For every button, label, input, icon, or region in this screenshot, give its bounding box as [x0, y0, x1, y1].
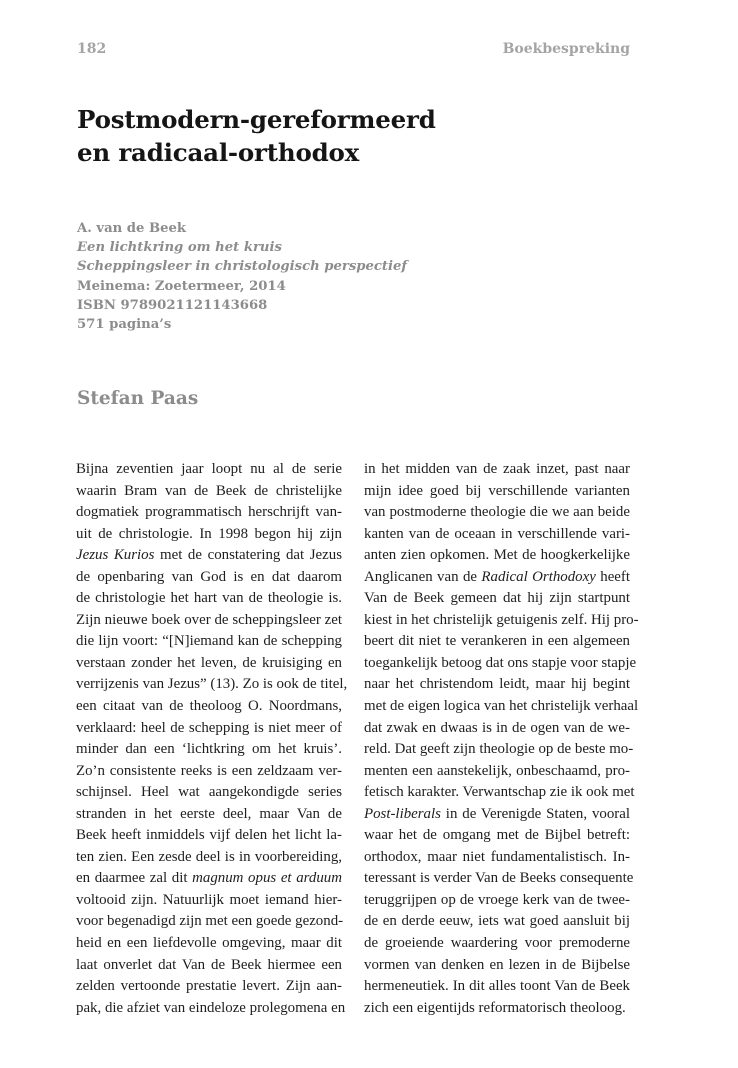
text-run: waar het de omgang met de Bijbel betreft:: [364, 827, 630, 844]
text-run: vormen van denken en lezen in de Bijbelse: [364, 956, 630, 973]
book-isbn: ISBN 9789021121143668: [77, 297, 268, 313]
text-run: zich een eigentijds reformatorisch theoloog.: [364, 999, 626, 1016]
text-run: voor begenadigd zijn met een goede gezond-: [76, 913, 344, 930]
text-line: [76, 631, 342, 653]
text-run: stranden in het eerste deel, maar Van de: [76, 805, 342, 822]
text-line: [364, 761, 630, 783]
text-run: verstaan zonder het leven, de kruisiging en: [76, 654, 342, 671]
text-run: dogmatiek programmatisch herschrijft van-: [76, 504, 342, 521]
text-run: hermeneutiek. In dit alles toont Van de Beek: [364, 978, 630, 995]
text-line: [364, 933, 630, 955]
text-run: van postmoderne theologie die we aan beide: [364, 504, 630, 521]
text-run: reld. Dat geeft zijn theologie op de beste mo-: [364, 741, 634, 758]
text-run: Zo’n consistente reeks is een zeldzaam ver-: [76, 762, 342, 779]
text-run: Anglicanen van de: [364, 568, 482, 585]
text-line: [364, 545, 630, 567]
text-line: [364, 674, 630, 696]
text-run: een citaat van de theoloog O. Noordmans,: [76, 698, 342, 715]
text-line: [364, 739, 634, 761]
text-run: en daarmee zal dit: [76, 870, 193, 887]
text-line: [76, 588, 342, 610]
text-run: toegankelijk betoog dat ons stapje voor stapje: [364, 654, 637, 671]
text-line: [76, 567, 342, 589]
text-run: met de eigen logica van het christelijk verhaal: [364, 698, 639, 715]
article-title: [77, 103, 637, 169]
text-run: naar het christendom leidt, maar hij begint: [364, 676, 630, 693]
text-run: waarin Bram van de Beek de christelijke: [76, 482, 342, 499]
text-run: Zijn nieuwe boek over de scheppingsleer zet: [76, 611, 342, 628]
text-line: [76, 911, 342, 933]
text-line: [76, 481, 342, 503]
text-line: [364, 631, 630, 653]
text-run: pak, die afziet van eindeloze prolegomena en: [76, 999, 346, 1016]
text-run: voltooid zijn. Natuurlijk moet iemand hier-: [76, 891, 342, 908]
body-column-left: [76, 459, 348, 1019]
text-line: [76, 718, 342, 740]
text-line: [76, 761, 342, 783]
text-line: [76, 976, 342, 998]
text-line: [76, 502, 342, 524]
text-run: teressant is verder Van de Beeks consequente: [364, 870, 634, 887]
text-line: [76, 890, 342, 912]
text-line: [76, 610, 342, 632]
italic-text: Post-liberals: [364, 805, 441, 822]
text-line: [364, 804, 630, 826]
text-run: schijnsel. Heel wat aangekondigde series: [76, 784, 342, 801]
text-line: [76, 459, 342, 481]
text-line: [76, 868, 342, 890]
text-run: minder dan een ‘lichtkring om het kruis’.: [76, 741, 342, 758]
text-line: [76, 804, 342, 826]
text-run: anten zien opkomen. Met de hoogkerkelijke: [364, 547, 630, 564]
italic-text: magnum opus et arduum: [192, 870, 342, 887]
running-head: [77, 41, 630, 57]
text-line: [364, 847, 630, 869]
text-line: [364, 998, 630, 1020]
text-run: uit de christologie. In 1998 begon hij zijn: [76, 525, 342, 542]
text-line: [364, 588, 630, 610]
text-line: [364, 459, 630, 481]
text-line: [364, 868, 634, 890]
book-publisher: Meinema: Zoetermeer, 2014: [77, 278, 286, 294]
text-run: die lijn voort: “[N]iemand kan de schepping: [76, 633, 342, 650]
text-run: dat zwak en dwaas is in de ogen van de we-: [364, 719, 630, 736]
text-run: heid en een liefdevolle omgeving, maar dit: [76, 935, 342, 952]
text-line: [364, 782, 635, 804]
text-line: [364, 567, 630, 589]
book-title: Een lichtkring om het kruis: [77, 240, 282, 256]
text-line: [76, 545, 342, 567]
text-line: [76, 847, 342, 869]
text-run: de christologie het hart van de theologie is.: [76, 590, 342, 607]
text-run: kanten van de oceaan in verschillende vari-: [364, 525, 630, 542]
text-line: [76, 739, 342, 761]
text-run: de en derde eeuw, iets wat goed aansluit bij: [364, 913, 630, 930]
text-run: verrijzenis van Jezus” (13). Zo is ook de titel,: [76, 676, 348, 693]
text-line: [76, 825, 342, 847]
text-run: fetisch karakter. Verwantschap zie ik ook met: [364, 784, 635, 801]
text-run: Van de Beek gemeen dat hij zijn startpunt: [364, 590, 630, 607]
text-line: [76, 524, 342, 546]
text-line: [76, 933, 342, 955]
italic-text: Radical Orthodoxy: [481, 568, 596, 585]
book-author: A. van de Beek: [77, 221, 187, 236]
text-line: [364, 481, 630, 503]
text-run: orthodox, maar niet fundamentalistisch. In-: [364, 848, 630, 865]
text-run: teruggrijpen op de vroege kerk van de twee-: [364, 891, 630, 908]
page-number: 182: [77, 41, 107, 57]
text-line: [364, 653, 637, 675]
text-run: kiest in het christelijk getuigenis zelf. Hij pro-: [364, 611, 639, 628]
text-line: [76, 782, 342, 804]
text-line: [364, 524, 630, 546]
text-line: [76, 653, 342, 675]
text-run: de openbaring van God is en dat daarom: [76, 568, 342, 585]
text-line: [364, 696, 639, 718]
text-line: [76, 674, 348, 696]
text-line: [364, 955, 630, 977]
text-line: [364, 502, 630, 524]
text-run: heeft: [595, 568, 631, 585]
text-line: [364, 610, 639, 632]
text-run: de groeiende waardering voor premoderne: [364, 935, 630, 952]
text-line: [364, 911, 630, 933]
body-column-right: [364, 459, 639, 1019]
text-run: menten een aanstekelijk, onbeschaamd, pro-: [364, 762, 630, 779]
text-run: zelden vertoonde prestatie levert. Zijn aan-: [76, 978, 342, 995]
italic-text: Jezus Kurios: [76, 547, 155, 564]
text-run: Beek heeft inmiddels vijf delen het licht la-: [76, 827, 342, 844]
article-title-line-2: en radicaal-orthodox: [77, 138, 360, 167]
text-line: [76, 998, 346, 1020]
article-title-line-1: Postmodern-gereformeerd: [77, 105, 436, 134]
text-run: ten zien. Een zesde deel is in voorbereiding,: [76, 848, 342, 865]
text-run: met de constatering dat Jezus: [154, 547, 342, 564]
reviewer-name: Stefan Paas: [77, 388, 199, 409]
text-run: beert dit niet te verankeren in een algemeen: [364, 633, 630, 650]
text-run: laat onverlet dat Van de Beek hiermee een: [76, 956, 342, 973]
text-line: [364, 976, 630, 998]
book-pages: 571 pagina’s: [77, 317, 172, 333]
text-run: in het midden van de zaak inzet, past naar: [364, 461, 630, 477]
text-line: [364, 825, 630, 847]
text-line: [76, 955, 342, 977]
text-run: verklaard: heel de schepping is niet meer of: [76, 719, 342, 736]
text-line: [76, 696, 342, 718]
section-title: Boekbespreking: [502, 41, 630, 57]
text-run: Bijna zeventien jaar loopt nu al de serie: [76, 461, 342, 477]
text-line: [364, 718, 630, 740]
text-run: mijn idee goed bij verschillende varianten: [364, 482, 630, 499]
text-line: [364, 890, 630, 912]
book-details: [77, 219, 637, 334]
book-subtitle: Scheppingsleer in christologisch perspectief: [77, 259, 408, 275]
text-run: in de Verenigde Staten, vooral: [440, 805, 630, 822]
